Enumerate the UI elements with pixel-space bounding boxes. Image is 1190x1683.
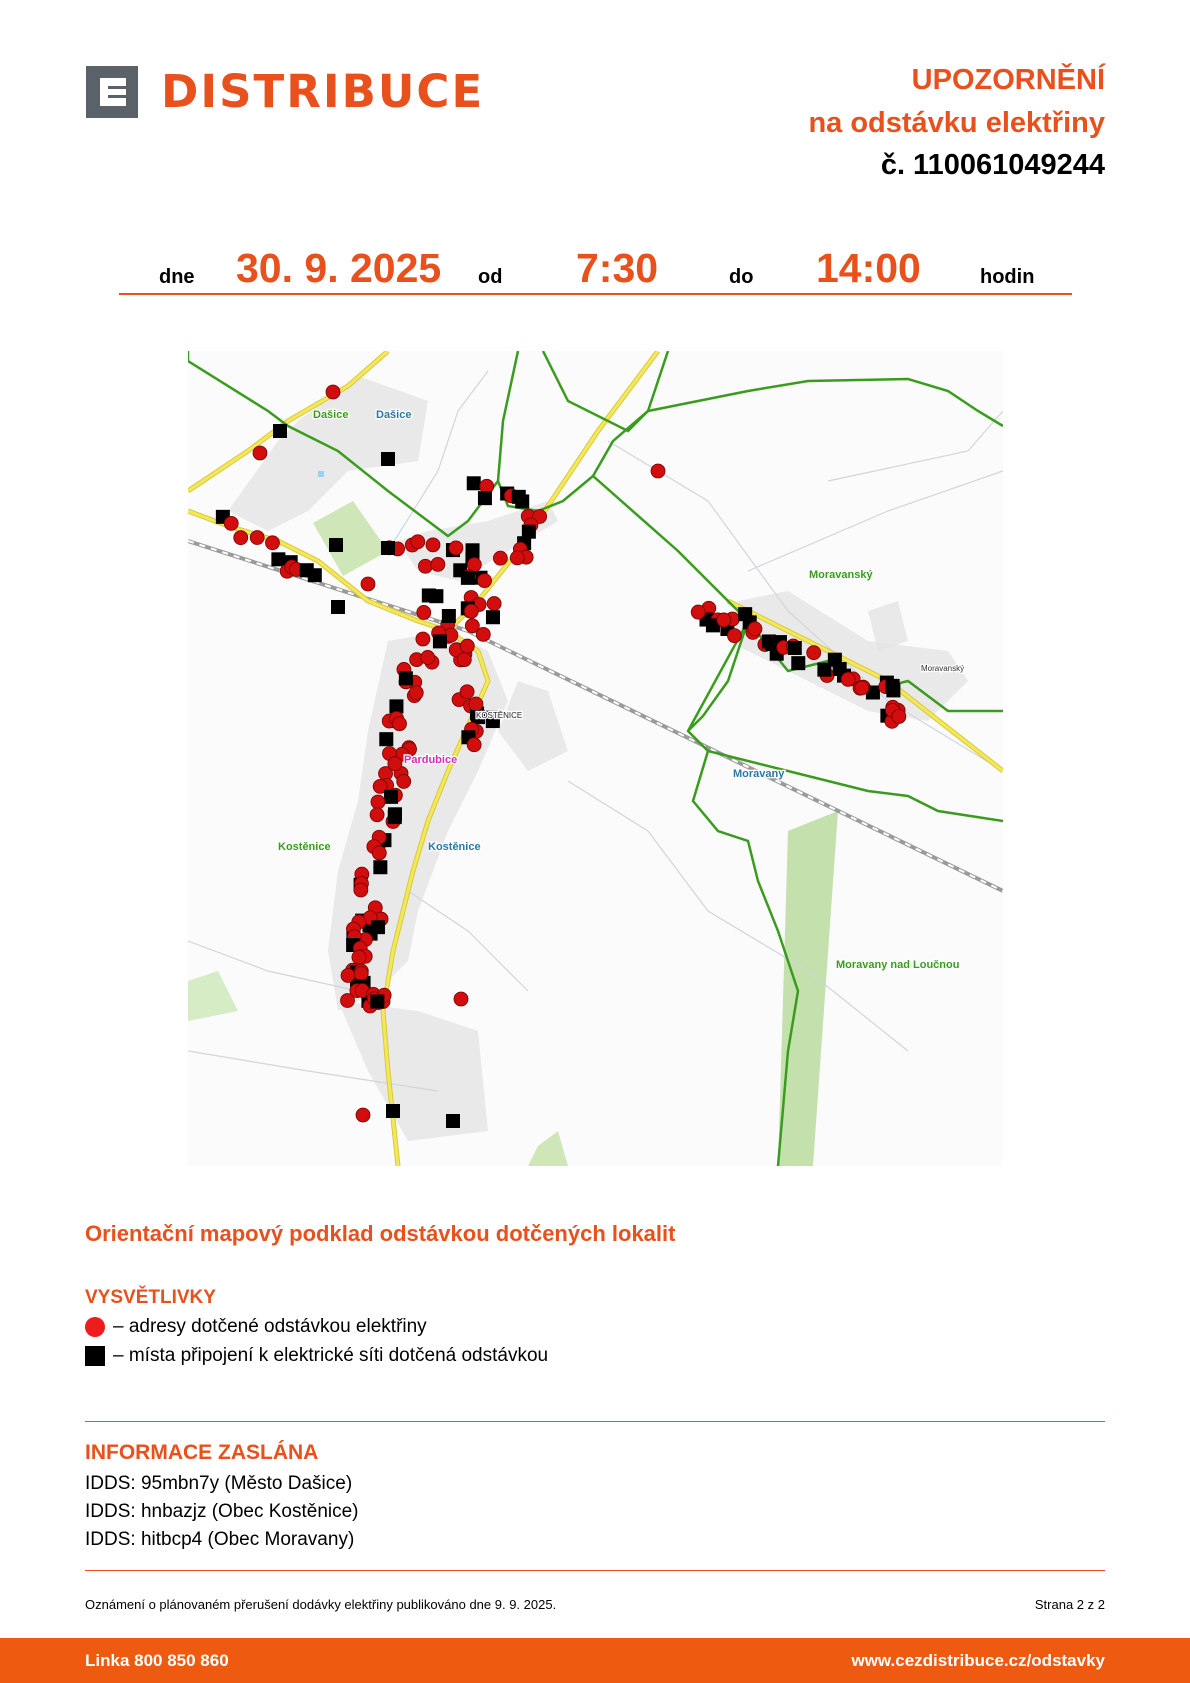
- address-marker: [416, 632, 430, 646]
- connection-marker: [467, 476, 481, 490]
- address-marker: [841, 672, 855, 686]
- connection-marker: [381, 541, 395, 555]
- hotline-text: Linka 800 850 860: [85, 1651, 229, 1670]
- notice-title: UPOZORNĚNÍ: [911, 64, 1105, 96]
- address-marker: [341, 993, 355, 1007]
- address-marker: [354, 967, 368, 981]
- connection-marker: [373, 860, 387, 874]
- address-marker: [370, 808, 384, 822]
- cez-logo-icon: [86, 66, 138, 118]
- connection-marker: [478, 491, 492, 505]
- address-marker: [454, 992, 468, 1006]
- connection-marker: [886, 683, 900, 697]
- address-marker: [855, 681, 869, 695]
- map-caption: Orientační mapový podklad odstávkou dotčených lokalit: [85, 1221, 676, 1246]
- from-label: od: [478, 266, 503, 288]
- from-time: 7:30: [576, 245, 659, 291]
- info-line-dasice: IDDS: 95mbn7y (Město Dašice): [85, 1473, 353, 1494]
- address-marker: [476, 627, 490, 641]
- connection-marker: [331, 600, 345, 614]
- legend-title: VYSVĚTLIVKY: [85, 1287, 216, 1308]
- connection-marker: [370, 995, 384, 1009]
- notice-subtitle: na odstávku elektřiny: [808, 107, 1105, 139]
- address-marker: [409, 686, 423, 700]
- connection-marker: [388, 810, 402, 824]
- address-marker: [478, 574, 492, 588]
- address-marker: [388, 757, 402, 771]
- address-marker: [651, 464, 665, 478]
- connection-marker: [791, 656, 805, 670]
- minor-road: [828, 411, 1003, 481]
- map-label: Moravany nad Loučnou: [836, 959, 960, 971]
- address-marker: [265, 536, 279, 550]
- website-link[interactable]: www.cezdistribuce.cz/odstavky: [851, 1651, 1105, 1670]
- address-marker: [431, 557, 445, 571]
- map-label: Moravanský: [921, 664, 965, 673]
- municipal-boundary: [498, 351, 518, 481]
- field: [528, 1131, 568, 1166]
- to-label: do: [729, 266, 754, 288]
- minor-road: [748, 471, 1003, 571]
- address-marker: [449, 541, 463, 555]
- pond: [318, 471, 324, 477]
- address-marker: [691, 605, 705, 619]
- address-marker: [253, 446, 267, 460]
- builtup-area: [498, 681, 568, 771]
- connection-marker: [379, 732, 393, 746]
- map-label: Kostěnice: [428, 841, 481, 853]
- info-line-moravany: IDDS: hitbcp4 (Obec Moravany): [85, 1529, 355, 1550]
- address-marker: [460, 685, 474, 699]
- municipal-boundary: [693, 751, 798, 1166]
- outage-map: [188, 351, 1003, 1166]
- connection-marker: [442, 609, 456, 623]
- builtup-areas: [228, 376, 968, 1141]
- legend-text-connection: – místa připojení k elektrické síti dotčená odstávkou: [113, 1345, 549, 1366]
- minor-road: [408, 891, 528, 991]
- address-marker: [352, 950, 366, 964]
- address-marker: [421, 650, 435, 664]
- divider: [85, 1570, 1105, 1571]
- connection-marker: [273, 424, 287, 438]
- address-marker: [224, 516, 238, 530]
- map-label: Moravanský: [809, 569, 873, 581]
- connection-marker: [384, 790, 398, 804]
- map-label: KOSTĚNICE: [476, 711, 523, 720]
- address-marker: [372, 846, 386, 860]
- connection-marker: [828, 653, 842, 667]
- address-marker: [807, 646, 821, 660]
- address-marker: [361, 577, 375, 591]
- publication-note: Oznámení o plánovaném přerušení dodávky elektřiny publikováno dne 9. 9. 2025.: [85, 1597, 557, 1612]
- legend-text-address: – adresy dotčené odstávkou elektřiny: [113, 1316, 427, 1337]
- address-marker: [467, 738, 481, 752]
- address-marker: [464, 604, 478, 618]
- connection-marker: [386, 1104, 400, 1118]
- black-square-icon: [85, 1346, 105, 1366]
- connection-marker: [329, 538, 343, 552]
- address-marker: [460, 639, 474, 653]
- divider: [85, 1421, 1105, 1422]
- address-marker: [426, 538, 440, 552]
- legend-item-connection: [85, 1345, 548, 1367]
- address-marker: [748, 622, 762, 636]
- connection-marker: [433, 634, 447, 648]
- logo-text: DISTRIBUCE: [161, 65, 485, 118]
- info-line-kostenice: IDDS: hnbazjz (Obec Kostěnice): [85, 1501, 359, 1522]
- address-marker: [234, 531, 248, 545]
- municipal-boundary: [648, 379, 1003, 426]
- connection-marker: [399, 671, 413, 685]
- builtup-area: [728, 591, 968, 721]
- address-marker: [393, 717, 407, 731]
- page-number: Strana 2 z 2: [1034, 1597, 1105, 1612]
- address-marker: [354, 883, 368, 897]
- address-marker: [250, 531, 264, 545]
- map-label: Pardubice: [404, 754, 458, 766]
- to-time: 14:00: [816, 245, 921, 291]
- red-circle-icon: [85, 1317, 105, 1337]
- field: [188, 971, 238, 1021]
- connection-marker: [515, 494, 529, 508]
- connection-marker: [422, 588, 436, 602]
- connection-marker: [461, 571, 475, 585]
- map-label: Moravany: [733, 768, 785, 780]
- date-underline: [119, 293, 1072, 295]
- connection-marker: [446, 1114, 460, 1128]
- map-label: Dašice: [313, 409, 349, 421]
- address-marker: [510, 551, 524, 565]
- address-marker: [892, 709, 906, 723]
- connection-marker: [271, 552, 285, 566]
- info-title: INFORMACE ZASLÁNA: [85, 1441, 319, 1464]
- address-marker: [717, 613, 731, 627]
- map-label: Dašice: [376, 409, 412, 421]
- day-label: dne: [159, 266, 195, 288]
- address-marker: [411, 535, 425, 549]
- address-marker: [487, 597, 501, 611]
- hours-label: hodin: [980, 266, 1035, 288]
- connection-marker: [381, 452, 395, 466]
- footer-bar: [0, 1638, 1190, 1683]
- major-road: [448, 351, 658, 631]
- address-marker: [371, 795, 385, 809]
- connection-marker: [308, 568, 322, 582]
- address-marker: [493, 551, 507, 565]
- address-marker: [417, 605, 431, 619]
- address-marker: [457, 653, 471, 667]
- address-marker: [397, 774, 411, 788]
- legend-item-address: [85, 1316, 427, 1338]
- notice-number: č. 110061049244: [880, 149, 1105, 181]
- address-marker: [469, 697, 483, 711]
- address-marker: [326, 385, 340, 399]
- connection-marker: [788, 641, 802, 655]
- address-marker: [727, 629, 741, 643]
- address-marker: [418, 559, 432, 573]
- outage-date: 30. 9. 2025: [236, 245, 442, 291]
- map-label: Kostěnice: [278, 841, 331, 853]
- address-marker: [356, 1108, 370, 1122]
- connection-marker: [486, 610, 500, 624]
